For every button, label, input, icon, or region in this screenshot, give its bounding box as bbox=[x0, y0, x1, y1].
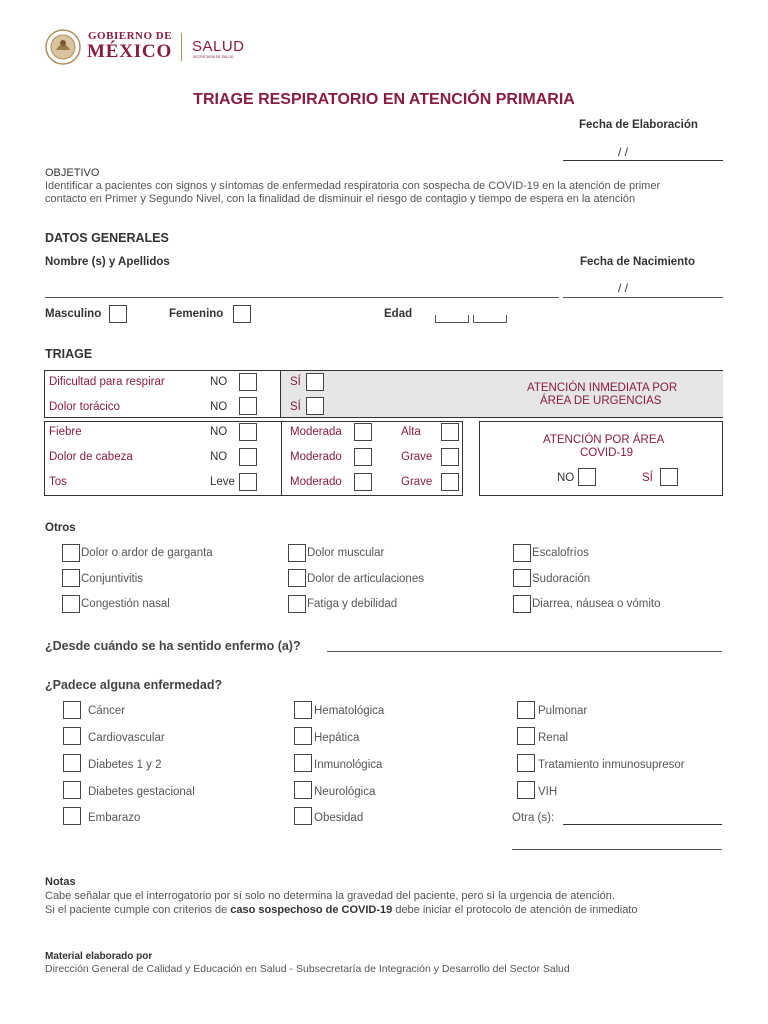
padece-item: Obesidad bbox=[314, 812, 364, 824]
page-title: TRIAGE RESPIRATORIO EN ATENCIÓN PRIMARIA bbox=[193, 91, 575, 108]
covid-result-no-checkbox[interactable] bbox=[578, 468, 596, 486]
covid-low-1: NO bbox=[210, 426, 228, 438]
otros-checkbox[interactable] bbox=[288, 595, 306, 613]
covid-result-si-checkbox[interactable] bbox=[660, 468, 678, 486]
otra-field-2[interactable] bbox=[512, 849, 722, 850]
femenino-label: Femenino bbox=[169, 308, 224, 320]
padece-checkbox[interactable] bbox=[294, 754, 312, 772]
agency-name: SALUD bbox=[192, 38, 245, 55]
covid-mid-checkbox-1[interactable] bbox=[354, 423, 372, 441]
fecha-elaboracion-label: Fecha de Elaboración bbox=[579, 119, 698, 131]
desde-question: ¿Desde cuándo se ha sentido enfermo (a)? bbox=[45, 639, 301, 653]
objetivo-line1: Identificar a pacientes con signos y síntomas de enfermedad respiratoria con sospecha de COVID-19 en la atención de primer bbox=[45, 180, 661, 192]
edad-label: Edad bbox=[384, 308, 413, 320]
masculino-label: Masculino bbox=[45, 308, 102, 320]
covid-high-checkbox-1[interactable] bbox=[441, 423, 459, 441]
nacimiento-value: / / bbox=[618, 281, 629, 295]
gov-line1: GOBIERNO DE bbox=[88, 30, 173, 42]
padece-checkbox[interactable] bbox=[63, 701, 81, 719]
covid-result-line1: ATENCIÓN POR ÁREA bbox=[543, 434, 665, 446]
covid-mid-3: Moderado bbox=[290, 476, 342, 488]
covid-low-2: NO bbox=[210, 451, 228, 463]
covid-high-1: Alta bbox=[401, 426, 421, 438]
urgent-divider bbox=[280, 371, 281, 417]
padece-heading: ¿Padece alguna enfermedad? bbox=[45, 678, 223, 692]
covid-low-checkbox-3[interactable] bbox=[239, 473, 257, 491]
padece-item: Embarazo bbox=[88, 812, 141, 824]
notas-heading: Notas bbox=[45, 876, 76, 888]
urgent-no-1: NO bbox=[210, 376, 228, 388]
desde-field[interactable] bbox=[327, 651, 722, 652]
padece-item: Cáncer bbox=[88, 705, 126, 717]
padece-item: Renal bbox=[538, 732, 569, 744]
covid-symptom-1: Fiebre bbox=[49, 426, 82, 438]
padece-checkbox[interactable] bbox=[517, 727, 535, 745]
urgent-result-line1: ATENCIÓN INMEDIATA POR bbox=[527, 382, 678, 394]
nombre-field[interactable] bbox=[45, 297, 559, 298]
otros-item: Diarrea, náusea o vómito bbox=[532, 598, 661, 610]
covid-low-3: Leve bbox=[210, 476, 235, 488]
header-divider bbox=[181, 33, 182, 61]
covid-low-checkbox-2[interactable] bbox=[239, 448, 257, 466]
padece-item: VIH bbox=[538, 786, 558, 798]
covid-high-checkbox-3[interactable] bbox=[441, 473, 459, 491]
padece-checkbox[interactable] bbox=[63, 781, 81, 799]
padece-item: Pulmonar bbox=[538, 705, 588, 717]
urgent-symptom-2: Dolor torácico bbox=[49, 401, 120, 413]
otros-checkbox[interactable] bbox=[62, 595, 80, 613]
otros-item: Sudoración bbox=[532, 573, 591, 585]
padece-item: Tratamiento inmunosupresor bbox=[538, 759, 685, 771]
edad-field-2[interactable] bbox=[473, 315, 507, 323]
padece-item: Diabetes gestacional bbox=[88, 786, 195, 798]
femenino-checkbox[interactable] bbox=[233, 305, 251, 323]
covid-mid-1: Moderada bbox=[290, 426, 342, 438]
fecha-elaboracion-field[interactable] bbox=[563, 160, 723, 161]
otros-checkbox[interactable] bbox=[288, 544, 306, 562]
notas-line1: Cabe señalar que el interrogatorio por sí solo no determina la gravedad del paciente, pero sí la urgencia de atención. bbox=[45, 890, 615, 902]
otros-checkbox[interactable] bbox=[288, 569, 306, 587]
otros-checkbox[interactable] bbox=[513, 569, 531, 587]
padece-checkbox[interactable] bbox=[294, 807, 312, 825]
covid-high-3: Grave bbox=[401, 476, 433, 488]
covid-high-2: Grave bbox=[401, 451, 433, 463]
otros-item: Escalofríos bbox=[532, 547, 589, 559]
covid-mid-checkbox-2[interactable] bbox=[354, 448, 372, 466]
padece-checkbox[interactable] bbox=[63, 754, 81, 772]
otros-checkbox[interactable] bbox=[513, 595, 531, 613]
masculino-checkbox[interactable] bbox=[109, 305, 127, 323]
padece-checkbox[interactable] bbox=[294, 781, 312, 799]
urgent-symptom-1: Dificultad para respirar bbox=[49, 376, 165, 388]
otra-label: Otra (s): bbox=[512, 812, 555, 824]
padece-checkbox[interactable] bbox=[517, 781, 535, 799]
covid-result-si: SÍ bbox=[642, 472, 653, 484]
padece-item: Hematológica bbox=[314, 705, 385, 717]
urgent-si-checkbox-1[interactable] bbox=[306, 373, 324, 391]
padece-checkbox[interactable] bbox=[294, 701, 312, 719]
covid-result-no: NO bbox=[557, 472, 575, 484]
covid-symptom-2: Dolor de cabeza bbox=[49, 451, 133, 463]
covid-result-line2: COVID-19 bbox=[580, 447, 634, 459]
covid-symptom-3: Tos bbox=[49, 476, 67, 488]
urgent-no-checkbox-1[interactable] bbox=[239, 373, 257, 391]
otros-checkbox[interactable] bbox=[62, 569, 80, 587]
notas-line2 bbox=[45, 904, 637, 916]
urgent-si-2: SÍ bbox=[290, 401, 301, 413]
notas-line2-c: debe iniciar el protocolo de atención de inmediato bbox=[392, 904, 638, 916]
padece-checkbox[interactable] bbox=[294, 727, 312, 745]
objetivo-heading: OBJETIVO bbox=[45, 167, 100, 179]
otros-item: Congestión nasal bbox=[81, 598, 170, 610]
material-text: Dirección General de Calidad y Educación en Salud - Subsecretaría de Integración y Desarrollo del Sector Salud bbox=[45, 963, 570, 975]
otros-item: Fatiga y debilidad bbox=[307, 598, 398, 610]
covid-low-checkbox-1[interactable] bbox=[239, 423, 257, 441]
nombre-label: Nombre (s) y Apellidos bbox=[45, 256, 170, 268]
padece-checkbox[interactable] bbox=[63, 727, 81, 745]
objetivo-line2: contacto en Primer y Segundo Nivel, con la finalidad de disminuir el riesgo de contagio y tiempo de espera en la atención bbox=[45, 193, 636, 205]
urgent-no-checkbox-2[interactable] bbox=[239, 397, 257, 415]
padece-checkbox[interactable] bbox=[517, 701, 535, 719]
urgent-result-line2: ÁREA DE URGENCIAS bbox=[540, 395, 662, 407]
urgent-result-panel bbox=[281, 371, 723, 417]
edad-field-1[interactable] bbox=[435, 315, 469, 323]
otros-item: Dolor de articulaciones bbox=[307, 573, 424, 585]
covid-mid-checkbox-3[interactable] bbox=[354, 473, 372, 491]
padece-checkbox[interactable] bbox=[517, 754, 535, 772]
otros-item: Conjuntivitis bbox=[81, 573, 143, 585]
agency-subtitle: SECRETARÍA DE SALUD bbox=[193, 55, 234, 59]
padece-item: Neurológica bbox=[314, 786, 376, 798]
triage-heading: TRIAGE bbox=[45, 347, 93, 361]
gov-line2: MÉXICO bbox=[87, 41, 173, 62]
notas-line2-b: caso sospechoso de COVID-19 bbox=[230, 904, 393, 916]
nacimiento-field[interactable] bbox=[563, 297, 723, 298]
nacimiento-label: Fecha de Nacimiento bbox=[580, 256, 696, 268]
padece-item: Diabetes 1 y 2 bbox=[88, 759, 162, 771]
urgent-si-checkbox-2[interactable] bbox=[306, 397, 324, 415]
urgent-si-1: SÍ bbox=[290, 376, 301, 388]
notas-line2-a: Si el paciente cumple con criterios de bbox=[45, 904, 231, 916]
covid-mid-2: Moderado bbox=[290, 451, 342, 463]
otra-field-1[interactable] bbox=[563, 824, 722, 825]
otros-item: Dolor muscular bbox=[307, 547, 385, 559]
otros-checkbox[interactable] bbox=[513, 544, 531, 562]
coat-of-arms-logo bbox=[44, 28, 82, 66]
urgent-no-2: NO bbox=[210, 401, 228, 413]
otros-heading: Otros bbox=[45, 522, 76, 534]
datos-generales-heading: DATOS GENERALES bbox=[45, 231, 169, 245]
otros-checkbox[interactable] bbox=[62, 544, 80, 562]
material-heading: Material elaborado por bbox=[45, 951, 153, 962]
fecha-elaboracion-value: / / bbox=[618, 145, 629, 159]
padece-item: Inmunológica bbox=[314, 759, 383, 771]
padece-item: Cardiovascular bbox=[88, 732, 165, 744]
otros-item: Dolor o ardor de garganta bbox=[81, 547, 213, 559]
covid-high-checkbox-2[interactable] bbox=[441, 448, 459, 466]
padece-checkbox[interactable] bbox=[63, 807, 81, 825]
padece-item: Hepática bbox=[314, 732, 360, 744]
